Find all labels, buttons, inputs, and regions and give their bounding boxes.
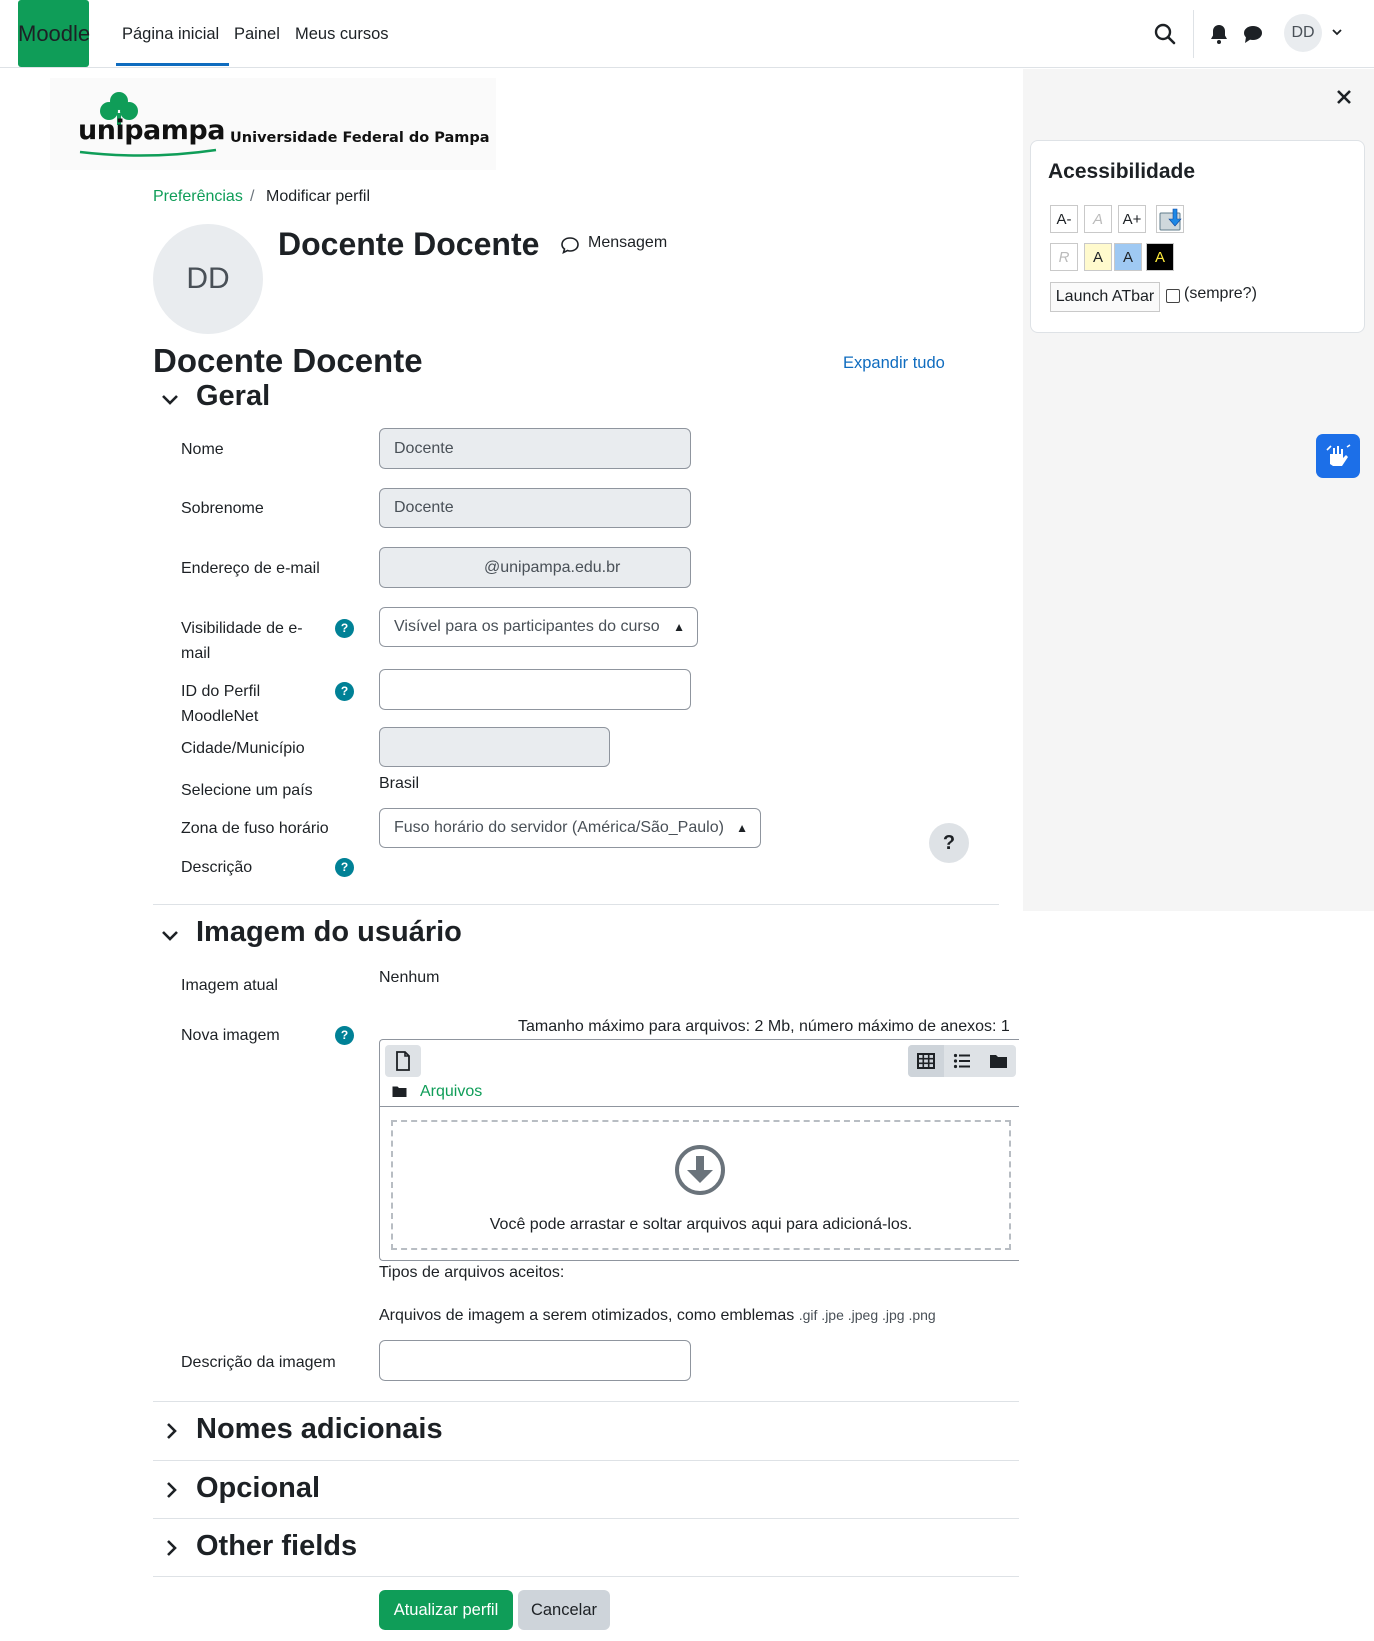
- page-title: Docente Docente: [153, 342, 423, 379]
- chevron-down-icon[interactable]: [160, 390, 180, 410]
- help-icon[interactable]: ?: [335, 1026, 354, 1045]
- always-label: (sempre?): [1184, 285, 1257, 302]
- chevron-right-icon[interactable]: [162, 1538, 182, 1558]
- vlibras-widget-button[interactable]: [1316, 434, 1360, 478]
- moodlenet-label-line1: ID do Perfil: [181, 683, 261, 700]
- close-icon[interactable]: [1335, 88, 1353, 106]
- accepted-types-title: Tipos de arquivos aceitos:: [379, 1264, 565, 1281]
- email-visibility-select[interactable]: [379, 607, 698, 647]
- folder-path-link[interactable]: Arquivos: [420, 1083, 483, 1100]
- color-yellow-button[interactable]: A: [1084, 243, 1112, 271]
- new-image-label: Nova imagem: [181, 1027, 280, 1044]
- grid-icon[interactable]: [917, 1052, 935, 1070]
- email-visibility-value: Visível para os participantes do curso: [394, 618, 660, 635]
- expand-all-link[interactable]: Expandir tudo: [843, 354, 945, 372]
- accepted-types-desc-text: Arquivos de imagem a serem otimizados, como emblemas: [379, 1307, 795, 1324]
- moodlenet-label-line2: MoodleNet: [181, 708, 259, 725]
- color-blue-button[interactable]: A: [1114, 243, 1142, 271]
- lastname-input[interactable]: Docente: [379, 488, 691, 528]
- save-settings-icon: [1159, 208, 1183, 232]
- font-reset-button[interactable]: A: [1084, 205, 1112, 233]
- drop-zone-text: Você pode arrastar e soltar arquivos aqui para adicioná-los.: [489, 1216, 913, 1233]
- file-manager-divider: [379, 1106, 1019, 1107]
- help-icon[interactable]: ?: [335, 619, 354, 638]
- launch-atbar-button[interactable]: Launch ATbar: [1050, 282, 1160, 312]
- file-limits-note: Tamanho máximo para arquivos: 2 Mb, número máximo de anexos: 1: [518, 1018, 1010, 1035]
- firstname-label: Nome: [181, 441, 224, 458]
- country-value: Brasil: [379, 775, 420, 792]
- profile-avatar: DD: [153, 224, 263, 334]
- city-label: Cidade/Município: [181, 740, 305, 757]
- section-divider: [153, 1460, 1019, 1461]
- brand-logo[interactable]: Moodle: [18, 0, 89, 67]
- add-file-button[interactable]: [385, 1045, 421, 1077]
- chevron-right-icon[interactable]: [162, 1480, 182, 1500]
- email-input[interactable]: @unipampa.edu.br: [379, 547, 691, 588]
- current-image-value: Nenhum: [379, 969, 440, 986]
- section-additional-names-title[interactable]: Nomes adicionais: [196, 1413, 443, 1445]
- file-add-icon: [395, 1051, 411, 1071]
- download-circle-icon: [674, 1144, 726, 1196]
- speech-bubble-icon[interactable]: [560, 235, 580, 255]
- city-input[interactable]: [379, 727, 610, 767]
- font-increase-button[interactable]: A+: [1118, 205, 1146, 233]
- nav-dashboard-link[interactable]: Painel: [234, 25, 280, 43]
- chat-icon[interactable]: [1241, 22, 1265, 46]
- accessibility-title: Acessibilidade: [1048, 160, 1196, 183]
- active-tab-indicator: [116, 63, 229, 66]
- search-icon[interactable]: [1153, 22, 1177, 46]
- cancel-button[interactable]: Cancelar: [518, 1590, 610, 1630]
- bell-icon[interactable]: [1207, 22, 1231, 46]
- breadcrumb-separator: /: [250, 188, 255, 205]
- firstname-input[interactable]: Docente: [379, 428, 691, 469]
- moodlenet-input[interactable]: [379, 669, 691, 710]
- navbar-divider: [1193, 10, 1194, 58]
- section-general-title[interactable]: Geral: [196, 380, 271, 412]
- section-divider: [153, 1518, 1019, 1519]
- logo-full-name: Universidade Federal do Pampa: [230, 130, 490, 146]
- accepted-types-description: [379, 1307, 936, 1325]
- font-decrease-button[interactable]: A-: [1050, 205, 1078, 233]
- logo-swoosh: [78, 146, 218, 158]
- select-caret-icon: ▲︎: [736, 821, 748, 835]
- timezone-label: Zona de fuso horário: [181, 820, 329, 837]
- sign-language-icon: [1324, 442, 1352, 470]
- email-visibility-label-line2: mail: [181, 645, 211, 662]
- logo-wordmark: unipampa: [78, 115, 225, 146]
- country-label: Selecione um país: [181, 782, 313, 799]
- current-image-label: Imagem atual: [181, 977, 278, 994]
- help-icon[interactable]: ?: [335, 682, 354, 701]
- folder-icon: [392, 1085, 407, 1098]
- section-divider: [153, 904, 999, 905]
- update-profile-button[interactable]: Atualizar perfil: [379, 1590, 513, 1630]
- image-alt-input[interactable]: [379, 1340, 691, 1381]
- timezone-select[interactable]: [379, 808, 761, 848]
- accepted-types-extensions: .gif .jpe .jpeg .jpg .png: [798, 1307, 936, 1323]
- color-reset-button[interactable]: R: [1050, 243, 1078, 271]
- select-caret-icon: ▲︎: [673, 620, 685, 634]
- message-button[interactable]: Mensagem: [588, 234, 668, 251]
- image-alt-label: Descrição da imagem: [181, 1354, 336, 1371]
- section-other-fields-title[interactable]: Other fields: [196, 1530, 358, 1562]
- folder-icon[interactable]: [989, 1052, 1008, 1070]
- section-divider: [153, 1401, 1019, 1402]
- breadcrumb-current: Modificar perfil: [266, 188, 371, 205]
- description-label: Descrição: [181, 859, 253, 876]
- email-visibility-label-line1: Visibilidade de e-: [181, 620, 303, 637]
- floating-help-button[interactable]: ?: [929, 823, 969, 863]
- chevron-down-icon[interactable]: [160, 926, 180, 946]
- email-label: Endereço de e-mail: [181, 560, 320, 577]
- section-user-image-title[interactable]: Imagem do usuário: [196, 916, 462, 948]
- profile-heading: Docente Docente: [278, 226, 540, 262]
- lastname-label: Sobrenome: [181, 500, 264, 517]
- user-avatar[interactable]: DD: [1284, 14, 1322, 52]
- nav-my-courses-link[interactable]: Meus cursos: [295, 25, 389, 43]
- timezone-value: Fuso horário do servidor (América/São_Paulo): [394, 819, 724, 836]
- save-settings-button[interactable]: [1156, 205, 1184, 233]
- section-optional-title[interactable]: Opcional: [196, 1472, 321, 1504]
- breadcrumb-preferences-link[interactable]: Preferências: [153, 188, 243, 205]
- help-icon[interactable]: ?: [335, 858, 354, 877]
- list-icon[interactable]: [953, 1052, 971, 1070]
- color-contrast-button[interactable]: A: [1146, 243, 1174, 271]
- always-checkbox[interactable]: [1166, 289, 1180, 303]
- chevron-down-icon[interactable]: [1331, 26, 1343, 38]
- nav-home-link[interactable]: Página inicial: [122, 25, 220, 43]
- section-divider: [153, 1576, 1019, 1577]
- chevron-right-icon[interactable]: [162, 1421, 182, 1441]
